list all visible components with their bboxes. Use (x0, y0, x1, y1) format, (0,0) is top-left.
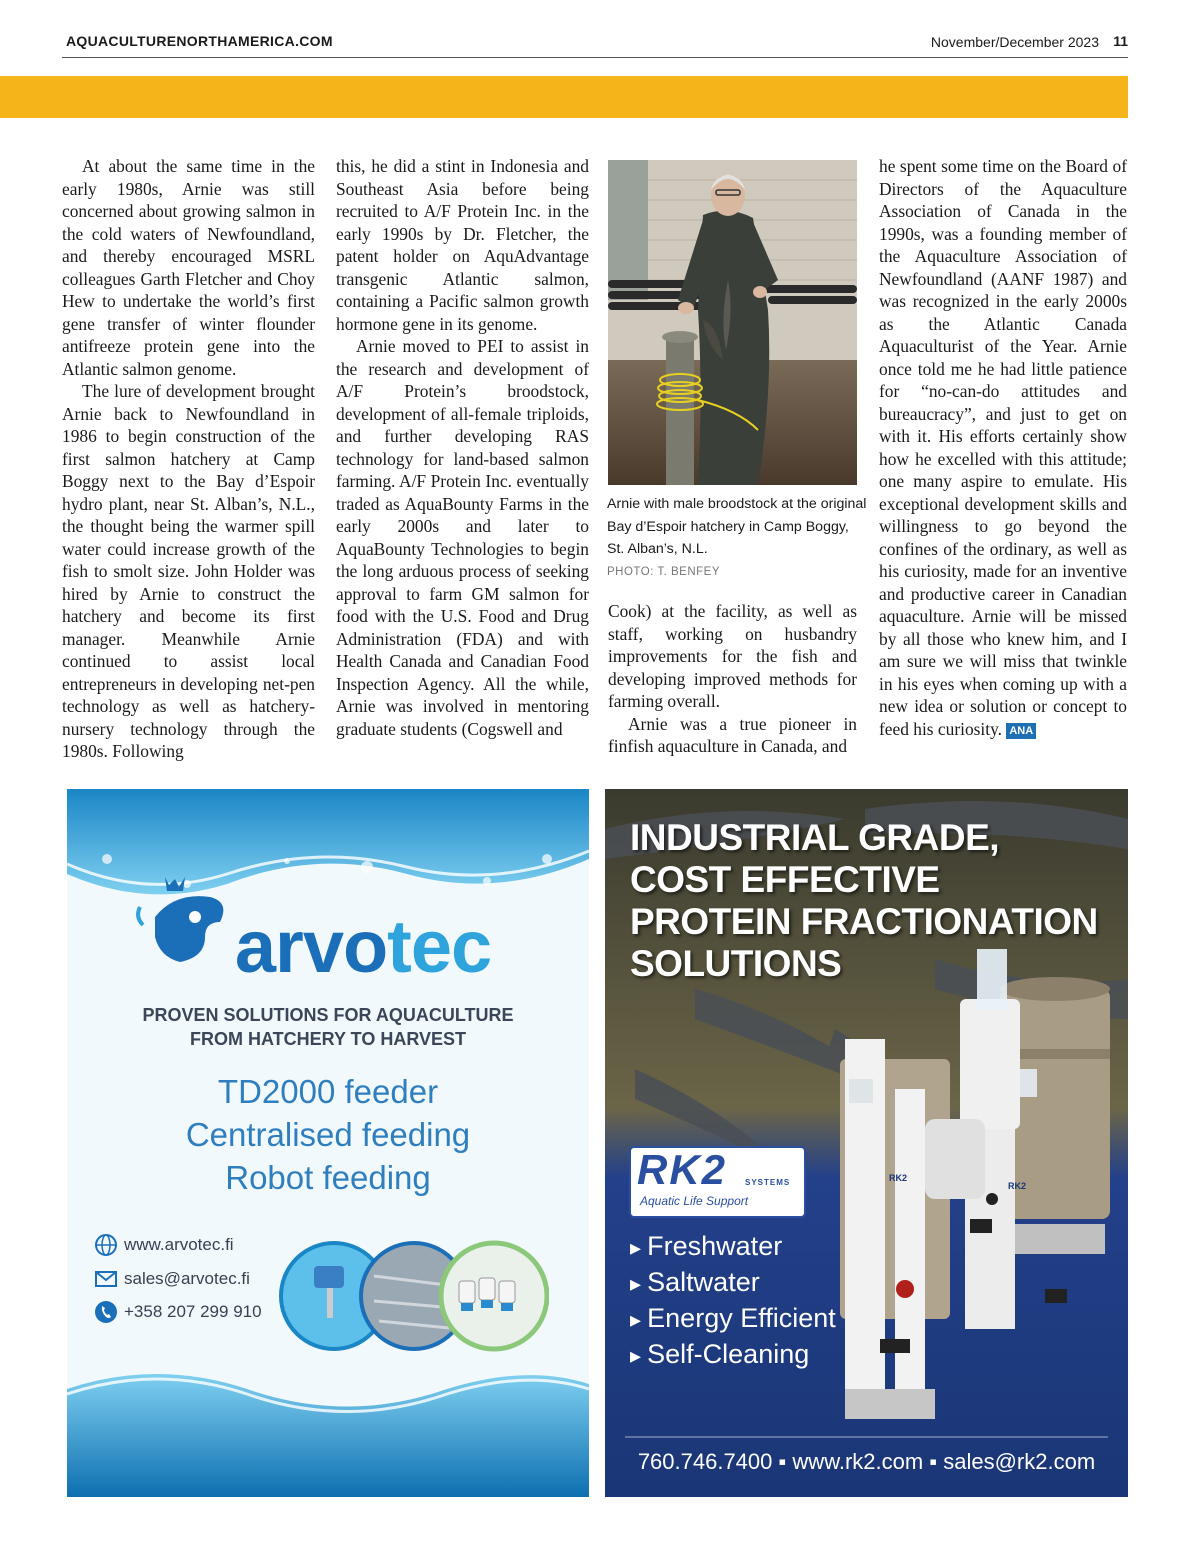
rk2-logo-text: RK2 (637, 1146, 728, 1193)
header-rule (62, 57, 1128, 58)
page-number: 11 (1113, 33, 1128, 49)
rk2-unit-label: RK2 (889, 1173, 908, 1183)
feature-item: TD2000 feeder (217, 1073, 439, 1110)
tagline-line-1: PROVEN SOLUTIONS FOR AQUACULTURE (142, 1005, 514, 1025)
wordmark-part-2: tec (387, 905, 492, 988)
feature-item: ▸ Freshwater (630, 1229, 836, 1265)
ana-end-mark: ANA (1006, 723, 1036, 739)
headline-line: PROTEIN FRACTIONATION (630, 901, 1098, 942)
ad-rk2[interactable] (605, 789, 1128, 1497)
article-column-2 (336, 155, 589, 740)
feature-item: ▸ Energy Efficient (630, 1301, 836, 1337)
arvotec-tagline (67, 1003, 589, 1051)
paragraph (879, 155, 1127, 740)
rk2-unit-label: RK2 (1008, 1181, 1027, 1191)
arvotec-website-row[interactable] (94, 1233, 234, 1257)
paragraph: this, he did a stint in Indonesia and Southeast Asia before being recruited to A/F Protein Inc. in the early 1990s by Dr. Fletcher, the patent holder on AquAdvantage transgenic Atlantic salmon, containing a Pacific salmon growth hormone gene in its genome. (336, 156, 589, 334)
arvotec-phone-row[interactable] (94, 1300, 262, 1324)
paragraph-text: he spent some time on the Board of Directors of the Aquaculture Association of Canada in the 1990s, was a founding member of the Aquaculture Association of Newfoundland (AANF 1987) and was recognized in the early 2000s as the Atlantic Canada Aquaculturist of the Year. Arnie once told me he had little patience for “no-can-do attitudes and bureaucracy”, and just to get on with it. His efforts certainly show how he excelled with this attitude; one many aspire to emulate. His exceptional development skills and willingness to go beyond the confines of the ordinary, as well as his curiosity, made for an inventive and productive career in Canadian aquaculture. Arnie will be missed by all those who knew him, and I am sure we will miss that twinkle in his eyes when coming up with a new idea or solution or concept to feed his curiosity. (879, 156, 1127, 739)
arvotec-wordmark (67, 904, 589, 989)
website-link[interactable]: www.arvotec.fi (124, 1235, 234, 1254)
rk2-contact-footer[interactable]: 760.746.7400 ▪ www.rk2.com ▪ sales@rk2.com (637, 1449, 1096, 1474)
feature-item: ▸ Saltwater (630, 1265, 836, 1301)
phone-icon (94, 1300, 118, 1324)
running-header-site: AQUACULTURENORTHAMERICA.COM (66, 33, 333, 49)
rk2-feature-list (630, 1229, 836, 1373)
running-header-date: November/December 2023 (930, 34, 1099, 50)
decorative-color-band (0, 76, 1128, 118)
photo-credit: PHOTO: T. BENFEY (607, 565, 721, 578)
ad-arvotec[interactable] (67, 789, 589, 1497)
phone-number[interactable]: +358 207 299 910 (124, 1302, 262, 1321)
headline-line: INDUSTRIAL GRADE, (630, 817, 1000, 858)
rk2-headline (630, 817, 1110, 985)
paragraph: Arnie moved to PEI to assist in the research and development of A/F Protein’s broodstock, development of all-female triploids, and further developing RAS technology for land-based salmon farming. A/F Protein Inc. eventually traded as AquaBounty Farms in the early 2000s and later to AquaBounty Technologies to begin the long arduous process of seeking approval to farm GM salmon for food with the U.S. Food and Drug Administration (FDA) and with Health Canada and Canadian Food Inspection Agency. All the while, Arnie was involved in mentoring graduate students (Cogswell and (336, 336, 589, 739)
feature-item: Robot feeding (225, 1159, 431, 1196)
article-column-3 (608, 600, 857, 758)
email-link[interactable]: sales@arvotec.fi (124, 1269, 250, 1288)
feature-item: ▸ Self-Cleaning (630, 1337, 836, 1373)
wordmark-part-1: arvo (234, 905, 388, 988)
arvotec-features (67, 1070, 589, 1199)
paragraph: The lure of development brought Arnie back to Newfoundland in 1986 to begin construction of the first salmon hatchery at Camp Boggy next to the Bay d’Espoir hydro plant, near St. Alban’s, N.L., the thought being the warmer spill water could increase growth of the fish to smolt size. John Holder was hired by Arnie to construct the hatchery and become its first manager. Meanwhile Arnie continued to assist local entrepreneurs in developing net-pen technology as well as hatchery-nursery technology through the 1980s. Following (62, 381, 315, 761)
caption-text: Arnie with male broodstock at the original Bay d’Espoir hatchery in Camp Boggy, St. Alban’s, N.L. (607, 496, 867, 557)
article-column-4 (879, 155, 1127, 740)
globe-icon (94, 1233, 118, 1257)
headline-line: SOLUTIONS (630, 943, 842, 984)
mail-icon (94, 1267, 118, 1291)
paragraph: Arnie was a true pioneer in finfish aquaculture in Canada, and (608, 713, 857, 756)
feature-item: Centralised feeding (185, 1116, 471, 1153)
photo-caption (607, 493, 867, 583)
paragraph: At about the same time in the early 1980s, Arnie was still concerned about growing salmon in the cold waters of Newfoundland, and thereby encouraged MSRL colleagues Garth Fletcher and Choy Hew to undertake the world’s first gene transfer of winter flounder antifreeze protein gene into the Atlantic salmon genome. (62, 156, 315, 379)
arvotec-email-row[interactable] (94, 1267, 250, 1291)
tagline-line-2: FROM HATCHERY TO HARVEST (189, 1029, 467, 1049)
rk2-logo-subtitle: Aquatic Life Support (640, 1194, 749, 1208)
paragraph: Cook) at the facility, as well as staff, working on husbandry improvements for the fish and developing improved methods for farming overall. (608, 601, 857, 711)
article-photo (608, 160, 857, 485)
rk2-logo-systems: SYSTEMS (745, 1178, 791, 1187)
headline-line: COST EFFECTIVE (630, 859, 940, 900)
photo-man-with-broodstock (608, 160, 857, 485)
article-column-1 (62, 155, 315, 763)
arvotec-product-images (279, 1216, 549, 1376)
